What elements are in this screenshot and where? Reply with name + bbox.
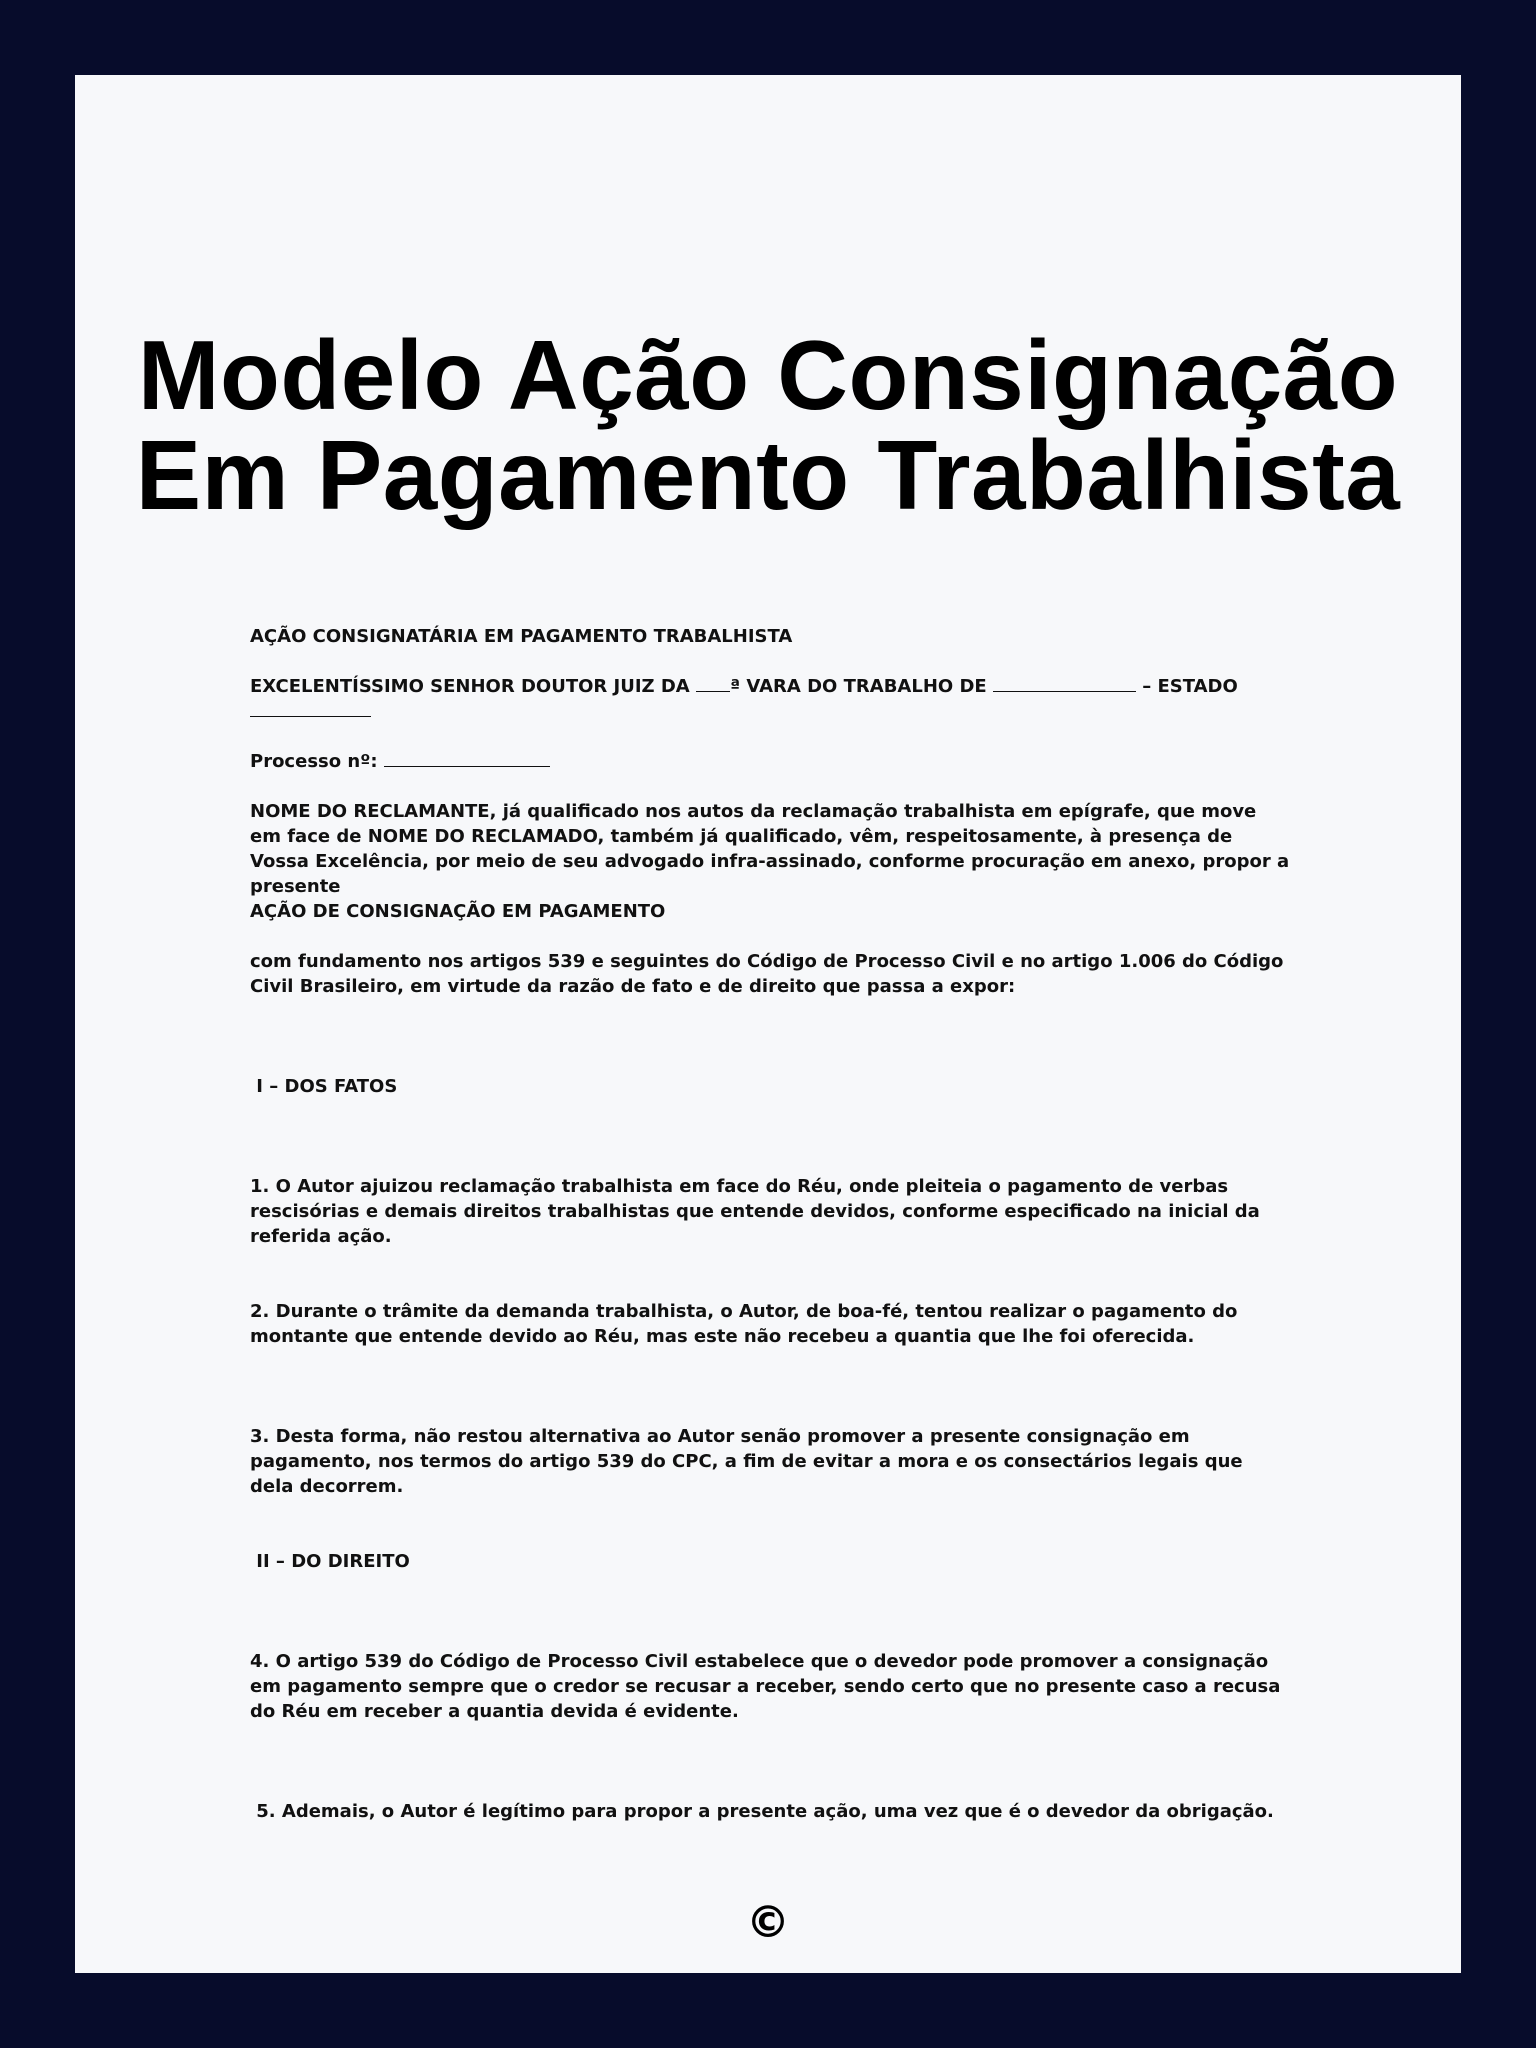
court-address-part-1: EXCELENTÍSSIMO SENHOR DOUTOR JUIZ DA bbox=[250, 676, 696, 697]
law-item-5: 5. Ademais, o Autor é legítimo para propor a presente ação, uma vez que é o devedor da obrigação. bbox=[250, 1801, 1274, 1822]
action-title: AÇÃO DE CONSIGNAÇÃO EM PAGAMENTO bbox=[250, 901, 666, 922]
law-item-4: 4. O artigo 539 do Código de Processo Civil estabelece que o devedor pode promover a consignação em pagamento sempre que o credor se recusar a receber, sendo certo que no presente caso a recusa do Réu em receber a quantia devida é evidente. bbox=[250, 1651, 1281, 1722]
process-number bbox=[250, 749, 1290, 774]
intro-paragraph: NOME DO RECLAMANTE, já qualificado nos autos da reclamação trabalhista em epígrafe, que move em face de NOME DO RECLAMADO, também já qualificado, vêm, respeitosamente, à presença de Vossa Excelência, por meio de seu advogado infra-assinado, conforme procuração em anexo, propor a presente bbox=[250, 801, 1290, 897]
copyright-icon: © bbox=[746, 1897, 790, 1948]
process-label: Processo nº: bbox=[250, 751, 384, 772]
fact-item-1: 1. O Autor ajuizou reclamação trabalhista em face do Réu, onde pleiteia o pagamento de verbas rescisórias e demais direitos trabalhistas que entende devidos, conforme especificado na inicial da referida ação. bbox=[250, 1176, 1260, 1247]
section-law-title: II – DO DIREITO bbox=[250, 1551, 410, 1572]
court-address-part-2: ª VARA DO TRABALHO DE bbox=[730, 676, 993, 697]
city-blank bbox=[993, 690, 1136, 692]
section-facts-title: I – DOS FATOS bbox=[250, 1076, 398, 1097]
court-address-part-3: – ESTADO bbox=[1135, 676, 1238, 697]
document-heading: AÇÃO CONSIGNATÁRIA EM PAGAMENTO TRABALHISTA bbox=[250, 626, 793, 647]
title-line-2: Em Pagamento Trabalhista bbox=[135, 420, 1401, 530]
court-address bbox=[250, 674, 1290, 724]
vara-number-blank bbox=[696, 690, 730, 692]
fact-item-3: 3. Desta forma, não restou alternativa ao Autor senão promover a presente consignação em pagamento, nos termos do artigo 539 do CPC, a fim de evitar a mora e os consectários legais que dela decorrem. bbox=[250, 1426, 1243, 1497]
state-blank bbox=[250, 715, 371, 717]
title-line-1: Modelo Ação Consignação bbox=[137, 320, 1399, 430]
document-title bbox=[75, 320, 1461, 530]
foundation-paragraph: com fundamento nos artigos 539 e seguintes do Código de Processo Civil e no artigo 1.006 do Código Civil Brasileiro, em virtude da razão de fato e de direito que passa a expor: bbox=[250, 951, 1284, 997]
document-page bbox=[75, 75, 1461, 1973]
fact-item-2: 2. Durante o trâmite da demanda trabalhista, o Autor, de boa-fé, tentou realizar o pagamento do montante que entende devido ao Réu, mas este não recebeu a quantia que lhe foi oferecida. bbox=[250, 1301, 1238, 1347]
process-number-blank bbox=[384, 765, 550, 767]
